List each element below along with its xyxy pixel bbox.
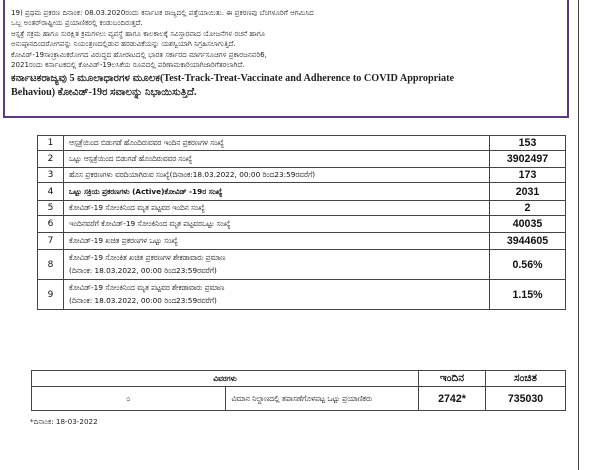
row-value: 3902497 bbox=[490, 151, 566, 168]
intro-line: ಅನುಷ್ಠಾನದಿಂದರೋಗವನ್ನು ನಿಯಂತ್ರಣದಲ್ಲಿಡುವ ಹರಡುವಿಕೆಯನ್ನು ಯಶಸ್ವಿಯಾಗಿ ನಿಗ್ರಹಿಸಲಾಗುತ್ತಿದೆ. bbox=[11, 38, 236, 48]
row-number: 4 bbox=[38, 183, 64, 201]
row-value: 3944605 bbox=[490, 233, 566, 250]
row-label: ಒಟ್ಟು ಆಸ್ಪತ್ರೆಯಿಂದ ಬಿಡುಗಡೆ ಹೊಂದಿರುವವರ ಸಂಖ್ಯೆ bbox=[64, 151, 490, 168]
header-details: ವಿವರಗಳು bbox=[32, 371, 419, 387]
row-label-date: (ದಿನಾಂಕ: 18.03.2022, 00:00 ರಿಂದ23:59ರವರೆಗೆ) bbox=[69, 266, 217, 275]
row-value: 2 bbox=[490, 201, 566, 216]
intro-line: ಕೋವಿಡ್-19ಸಾಂಕ್ರಾಮಿಕರೋಗದ ವಿರುದ್ಧದ ಹೋರಾಟದಲ್ಲಿ ಭಾರತ ಸರ್ಕಾರದ ಮಾರ್ಗಸೂಚಿಗಳ ಪ್ರಕಾರಜನವರಿ6, bbox=[11, 50, 267, 60]
intro-line-strategy: Behaviou) ಕೋವಿಡ್-19ರ ಸವಾಲನ್ನು ನಿಭಾಯಿಸುತ್ತಿದೆ. bbox=[11, 86, 197, 98]
row-label bbox=[64, 250, 490, 280]
row-value: 173 bbox=[490, 168, 566, 183]
row-value: 1.15% bbox=[490, 280, 566, 310]
intro-line: ಆಸ್ಪತ್ರೆ ಸಕ್ರಮ ಹಾಗೂ ಸುರಕ್ಷಿತ ಕ್ರಮಗಳಲು ವ್ಯವಸ್ಥೆ ಹಾಗೂ ಕಾಲಕಾಲಕ್ಕೆ ಸವಿಸ್ತಾರವಾದ ಯೋಜನೆಗಳ ರಚನೆ ಹಾಗೂ bbox=[11, 29, 266, 39]
stats-row bbox=[38, 183, 566, 201]
date-footnote: *ದಿನಾಂಕ: 18-03-2022 bbox=[30, 417, 98, 426]
stats-row bbox=[38, 216, 566, 233]
row-value: 40035 bbox=[490, 216, 566, 233]
row-number: 3 bbox=[38, 168, 64, 183]
stats-row bbox=[38, 250, 566, 280]
row-label-date: (ದಿನಾಂಕ: 18.03.2022, 00:00 ರಿಂದ23:59ರವರೆಗೆ) bbox=[69, 296, 217, 305]
intro-line: ಒಬ್ಬ ಅಂತರ್‌ರಾಷ್ಟ್ರೀಯ ಪ್ರಯಾಣಿಕರಲ್ಲಿ ಕಂಡುಬಂದಿರುತ್ತದೆ. bbox=[11, 17, 143, 27]
row-number: 8 bbox=[38, 250, 64, 280]
header-total: ಸಂಚಿತ bbox=[486, 371, 566, 387]
today-value: 2742* bbox=[419, 387, 486, 411]
row-value: 0.56% bbox=[490, 250, 566, 280]
stats-row bbox=[38, 280, 566, 310]
total-value: 735030 bbox=[486, 387, 566, 411]
row-label: ಹೊಸ ಪ್ರಕರಣಗಳು ವರದಿಯಾಗಿರುವ ಸಂಖ್ಯೆ(ದಿನಾಂಕ:18.03.2022, 00:00 ರಿಂದ23:59ರವರೆಗೆ) bbox=[64, 168, 490, 183]
row-label: ಕೋವಿಡ್-19 ಖಚಿತ ಪ್ರಕರಣಗಳ ಒಟ್ಟು ಸಂಖ್ಯೆ bbox=[64, 233, 490, 250]
row-number: 1 bbox=[38, 136, 64, 151]
row-label: ಒಟ್ಟು ಸಕ್ರಿಯ ಪ್ರಕರಣಗಳು (Active)ಕೋವಿಡ್ -19ರ ಸಂಖ್ಯೆ bbox=[64, 183, 490, 201]
airport-row bbox=[32, 387, 566, 411]
page-edge-rule bbox=[578, 0, 579, 470]
airport-header-row bbox=[32, 371, 566, 387]
row-label: ಕೋವಿಡ್-19 ಸೋಂಕಿನಿಂದ ಮೃತ ಪಟ್ಟವರ ಇಂದಿನ ಸಂಖ್ಯೆ bbox=[64, 201, 490, 216]
row-value: 2031 bbox=[490, 183, 566, 201]
intro-line: 19) ಪ್ರಥಮ ಪ್ರಕರಣ ದಿನಾಂಕ: 08.03.2020ರಂದು ಕರ್ನಾಟಕ ರಾಜ್ಯದಲ್ಲಿ ಪತ್ತೆಯಾಯಿತು. ಈ ಪ್ರಕರಣವು ಬೆಂಗಳೂರಿಗೆ ಆಗಮಿಸಿದ bbox=[11, 8, 314, 17]
row-value: 153 bbox=[490, 136, 566, 151]
row-label-line: ಕೋವಿಡ್-19 ಸೋಂಕಿತ ಖಚಿತ ಪ್ರಕರಣಗಳ ಶೇಕಡಾವಾರು ಪ್ರಮಾಣ bbox=[69, 253, 226, 262]
intro-line: 2021ರಂದು ಕರ್ನಾಟಕದಲ್ಲಿ ಕೋವಿಡ್-19ಲಸಿಕೆಯ ರೂಪದಲ್ಲಿ ಪರಿಣಾಮಕಾರಿಯಾಗಿಜಾರಿಗೆತರಲಾಗಿದೆ. bbox=[11, 59, 245, 69]
row-label: ಆಸ್ಪತ್ರೆಯಿಂದ ಬಿಡುಗಡೆ ಹೊಂದಿರುವವರ ಇಂದಿನ ಪ್ರಕರಣಗಳ ಸಂಖ್ಯೆ bbox=[64, 136, 490, 151]
stats-row bbox=[38, 201, 566, 216]
row-label bbox=[64, 280, 490, 310]
intro-panel bbox=[3, 0, 569, 118]
airport-screening-table bbox=[31, 370, 566, 411]
stats-row bbox=[38, 168, 566, 183]
row-label: ವಿಮಾನ ನಿಲ್ದಾಣದಲ್ಲಿ ತಪಾಸಣೆಗೊಳಪಟ್ಟ ಒಟ್ಟು ಪ್ರಯಾಣಿಕರು bbox=[225, 387, 419, 411]
row-number: 2 bbox=[38, 151, 64, 168]
stats-row bbox=[38, 136, 566, 151]
row-label: ಇಂದಿನವರೆಗೆ ಕೋವಿಡ್-19 ಸೋಂಕಿನಿಂದ ಮೃತ ಪಟ್ಟವರಒಟ್ಟು ಸಂಖ್ಯೆ bbox=[64, 216, 490, 233]
row-number: 9 bbox=[38, 280, 64, 310]
header-today: ಇಂದಿನ bbox=[419, 371, 486, 387]
row-number: 7 bbox=[38, 233, 64, 250]
stats-row bbox=[38, 233, 566, 250]
intro-line-strategy: ಕರ್ನಾಟಕರಾಜ್ಯವು 5 ಮೂಲಾಧಾರಗಳ ಮೂಲಕ(Test-Track-Treat-Vaccinate and Adherence to COVID Appropriate bbox=[11, 72, 454, 84]
stats-row bbox=[38, 151, 566, 168]
row-label-line: ಕೋವಿಡ್-19 ಸೋಂಕಿನಿಂದ ಮೃತ ಪಟ್ಟವರ ಶೇಕಡಾವಾರು ಪ್ರಮಾಣ bbox=[69, 283, 225, 292]
row-number: 6 bbox=[38, 216, 64, 233]
row-number: 5 bbox=[38, 201, 64, 216]
covid-stats-table bbox=[37, 135, 566, 310]
row-number: ೦ bbox=[32, 387, 226, 411]
